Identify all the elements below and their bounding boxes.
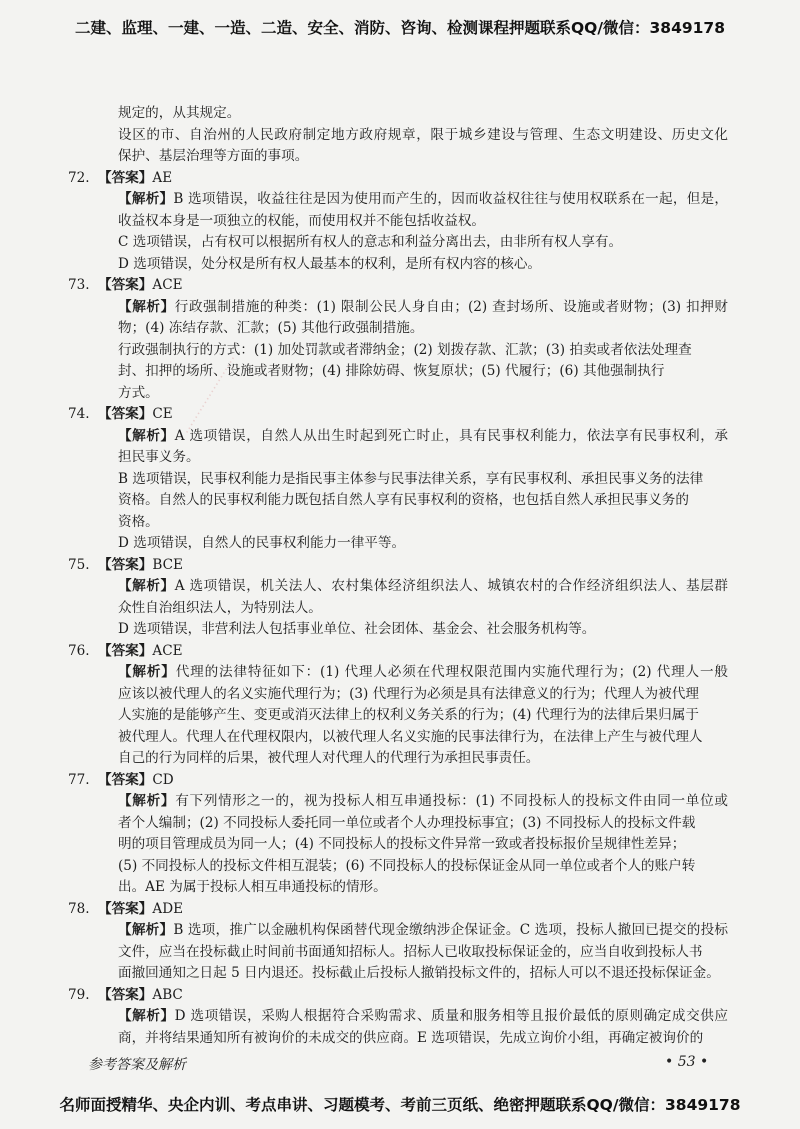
answer-block <box>68 168 729 276</box>
answer-label: 【答案】 <box>98 556 153 573</box>
answer-block <box>68 770 729 899</box>
analysis-label: 【解析】 <box>118 191 174 207</box>
analysis-line: D 选项错误，处分权是所有权人最基本的权利，是所有权内容的核心。 <box>118 255 542 272</box>
answer-label: 【答案】 <box>98 771 153 788</box>
analysis-line: 被代理人。代理人在代理权限内，以被代理人名义实施的民事法律行为，在法律上产生与被代理人 <box>118 728 703 745</box>
analysis-line: 商，并将结果通知所有被询价的未成交的供应商。E 选项错误，先成立询价小组，再确定被询价的 <box>118 1029 704 1046</box>
analysis-label: 【解析】 <box>118 298 175 315</box>
analysis-line: 担民事义务。 <box>118 449 200 465</box>
analysis-text: B 选项，推广以金融机构保函替代现金缴纳涉企保证金。C 选项，投标人撤回已提交的投标 <box>173 922 729 938</box>
analysis-text: B 选项错误，收益往往是因为使用而产生的，因而收益权往往与使用权联系在一起，但是， <box>173 191 729 207</box>
analysis-line: 人实施的是能够产生、变更或消灭法律上的权利义务关系的行为；(4) 代理行为的法律后果归属于 <box>118 707 699 723</box>
answer-line <box>68 641 728 663</box>
answer-label: 【答案】 <box>98 169 153 186</box>
analysis-label: 【解析】 <box>118 793 176 809</box>
answer-line <box>68 555 728 577</box>
analysis-line <box>98 297 728 319</box>
intro-line: 保护、基层治理等方面的事项。 <box>118 148 309 164</box>
analysis-line: 文件，应当在投标截止时间前书面通知招标人。招标人已收取投标保证金的，应当自收到投标人书 <box>118 943 703 960</box>
analysis-line: 出。AE 为属于投标人相互串通投标的情形。 <box>118 879 387 895</box>
analysis-line: 资格。自然人的民事权利能力既包括自然人享有民事权利的资格，也包括自然人承担民事义务的 <box>118 492 689 508</box>
analysis-line <box>98 189 728 211</box>
answer-label: 【答案】 <box>98 406 153 422</box>
analysis-label: 【解析】 <box>118 922 174 938</box>
answer-block <box>68 404 728 555</box>
answer-line <box>68 899 728 921</box>
answer-line <box>68 404 728 426</box>
analysis-text: 有下列情形之一的，视为投标人相互串通投标：(1) 不同投标人的投标文件由同一单位或 <box>175 793 729 809</box>
answer-value: BCE <box>152 556 183 573</box>
analysis-line <box>98 791 728 813</box>
analysis-line: B 选项错误，民事权利能力是指民事主体参与民事法律关系，享有民事权利、承担民事义务的法律 <box>118 470 704 487</box>
page-number: • 53 • <box>665 1054 709 1070</box>
answer-block <box>68 555 728 641</box>
analysis-label: 【解析】 <box>118 427 175 444</box>
answer-value: ACE <box>152 642 183 659</box>
analysis-line: D 选项错误，非营利法人包括事业单位、社会团体、基金会、社会服务机构等。 <box>118 621 596 637</box>
analysis-line <box>98 662 728 684</box>
analysis-line: 众性自治组织法人，为特别法人。 <box>118 599 322 616</box>
analysis-line <box>98 576 728 598</box>
analysis-line: 收益权本身是一项独立的权能，而使用权并不能包括收益权。 <box>118 212 486 229</box>
analysis-text: 代理的法律特征如下：(1) 代理人必须在代理权限范围内实施代理行为；(2) 代理人一般 <box>175 664 729 680</box>
analysis-line <box>98 920 728 942</box>
analysis-text: 行政强制措施的种类：(1) 限制公民人身自由；(2) 查封场所、设施或者财物；(3) 扣押财 <box>174 298 728 315</box>
answer-label: 【答案】 <box>98 986 153 1003</box>
question-number: 76. <box>68 642 90 659</box>
intro-line: 设区的市、自治州的人民政府制定地方政府规章，限于城乡建设与管理、生态文明建设、历史文化 <box>118 126 728 143</box>
question-number: 74. <box>68 406 90 422</box>
analysis-text: A 选项错误，机关法人、农村集体经济组织法人、城镇农村的合作经济组织法人、基层群 <box>174 578 728 594</box>
answers-list <box>68 168 729 1050</box>
answer-value: CD <box>152 771 174 788</box>
analysis-line: 明的项目管理成员为同一人；(4) 不同投标人的投标文件异常一致或者投标报价呈规律性差异； <box>118 836 686 852</box>
answer-value: ABC <box>152 986 183 1003</box>
analysis-line: 行政强制执行的方式：(1) 加处罚款或者滞纳金；(2) 划拨存款、汇款；(3) 拍卖或者依法处理查 <box>118 341 692 358</box>
question-number: 77. <box>68 771 90 788</box>
analysis-text: D 选项错误，采购人根据符合采购需求、质量和服务相等且报价最低的原则确定成交供应 <box>174 1008 729 1024</box>
analysis-line: 者个人编制；(2) 不同投标人委托同一单位或者个人办理投标事宜；(3) 不同投标人的投标文件载 <box>118 814 696 831</box>
analysis-line: D 选项错误，自然人的民事权利能力一律平等。 <box>118 535 406 551</box>
answer-block <box>68 641 729 770</box>
header-banner: 二建、监理、一建、一造、二造、安全、消防、咨询、检测课程押题联系QQ/微信：3849178 <box>74 19 725 37</box>
analysis-text: A 选项错误，自然人从出生时起到死亡时止，具有民事权利能力，依法享有民事权利，承 <box>174 427 728 444</box>
question-number: 75. <box>68 556 90 573</box>
answer-value: ACE <box>152 277 183 293</box>
answer-block <box>68 275 728 404</box>
analysis-line: 封、扣押的场所、设施或者财物；(4) 排除妨碍、恢复原状；(5) 代履行；(6) 其他强制执行 <box>118 363 665 379</box>
answer-line <box>68 770 728 792</box>
analysis-line: 面撤回通知之日起 5 日内退还。投标截止后投标人撤销投标文件的，招标人可以不退还投标保证金。 <box>118 965 720 981</box>
question-number: 78. <box>68 900 90 917</box>
answer-content <box>68 103 729 1049</box>
analysis-line: 方式。 <box>118 384 159 401</box>
analysis-line <box>98 426 728 448</box>
answer-block <box>68 985 729 1050</box>
question-number: 73. <box>68 277 90 293</box>
watermark: ⋯⋯⋯⋯⋯⋯⋯ <box>180 352 241 438</box>
footer-section-title: 参考答案及解析 <box>88 1057 186 1073</box>
answer-block <box>68 899 729 985</box>
answer-label: 【答案】 <box>98 642 153 659</box>
answer-label: 【答案】 <box>98 277 153 293</box>
analysis-line: C 选项错误，占有权可以根据所有权人的意志和利益分离出去，由非所有权人享有。 <box>118 234 623 250</box>
footer-banner: 名师面授精华、央企内训、考点串讲、习题模考、考前三页纸、绝密押题联系QQ/微信：3849178 <box>59 1096 741 1114</box>
analysis-label: 【解析】 <box>118 1008 175 1024</box>
intro-line: 规定的，从其规定。 <box>118 105 241 121</box>
answer-value: ADE <box>152 900 184 917</box>
answer-line <box>68 275 728 297</box>
answer-line <box>68 985 728 1007</box>
analysis-line: 应该以被代理人的名义实施代理行为；(3) 代理行为必须是具有法律意义的行为；代理人为被代理 <box>118 685 699 702</box>
analysis-label: 【解析】 <box>118 664 176 680</box>
question-number: 79. <box>68 986 90 1003</box>
answer-value: AE <box>152 169 173 186</box>
answer-label: 【答案】 <box>98 900 153 917</box>
analysis-label: 【解析】 <box>118 578 175 594</box>
question-number: 72. <box>68 169 90 186</box>
answer-value: CE <box>152 406 173 422</box>
analysis-line <box>98 1006 728 1028</box>
analysis-line: 物；(4) 冻结存款、汇款；(5) 其他行政强制措施。 <box>118 320 424 336</box>
analysis-line: (5) 不同投标人的投标文件相互混装；(6) 不同投标人的投标保证金从同一单位或者个人的账户转 <box>118 857 696 874</box>
answer-line <box>68 168 728 190</box>
analysis-line: 资格。 <box>118 513 159 530</box>
analysis-line: 自己的行为同样的后果，被代理人对代理人的代理行为承担民事责任。 <box>118 750 540 766</box>
